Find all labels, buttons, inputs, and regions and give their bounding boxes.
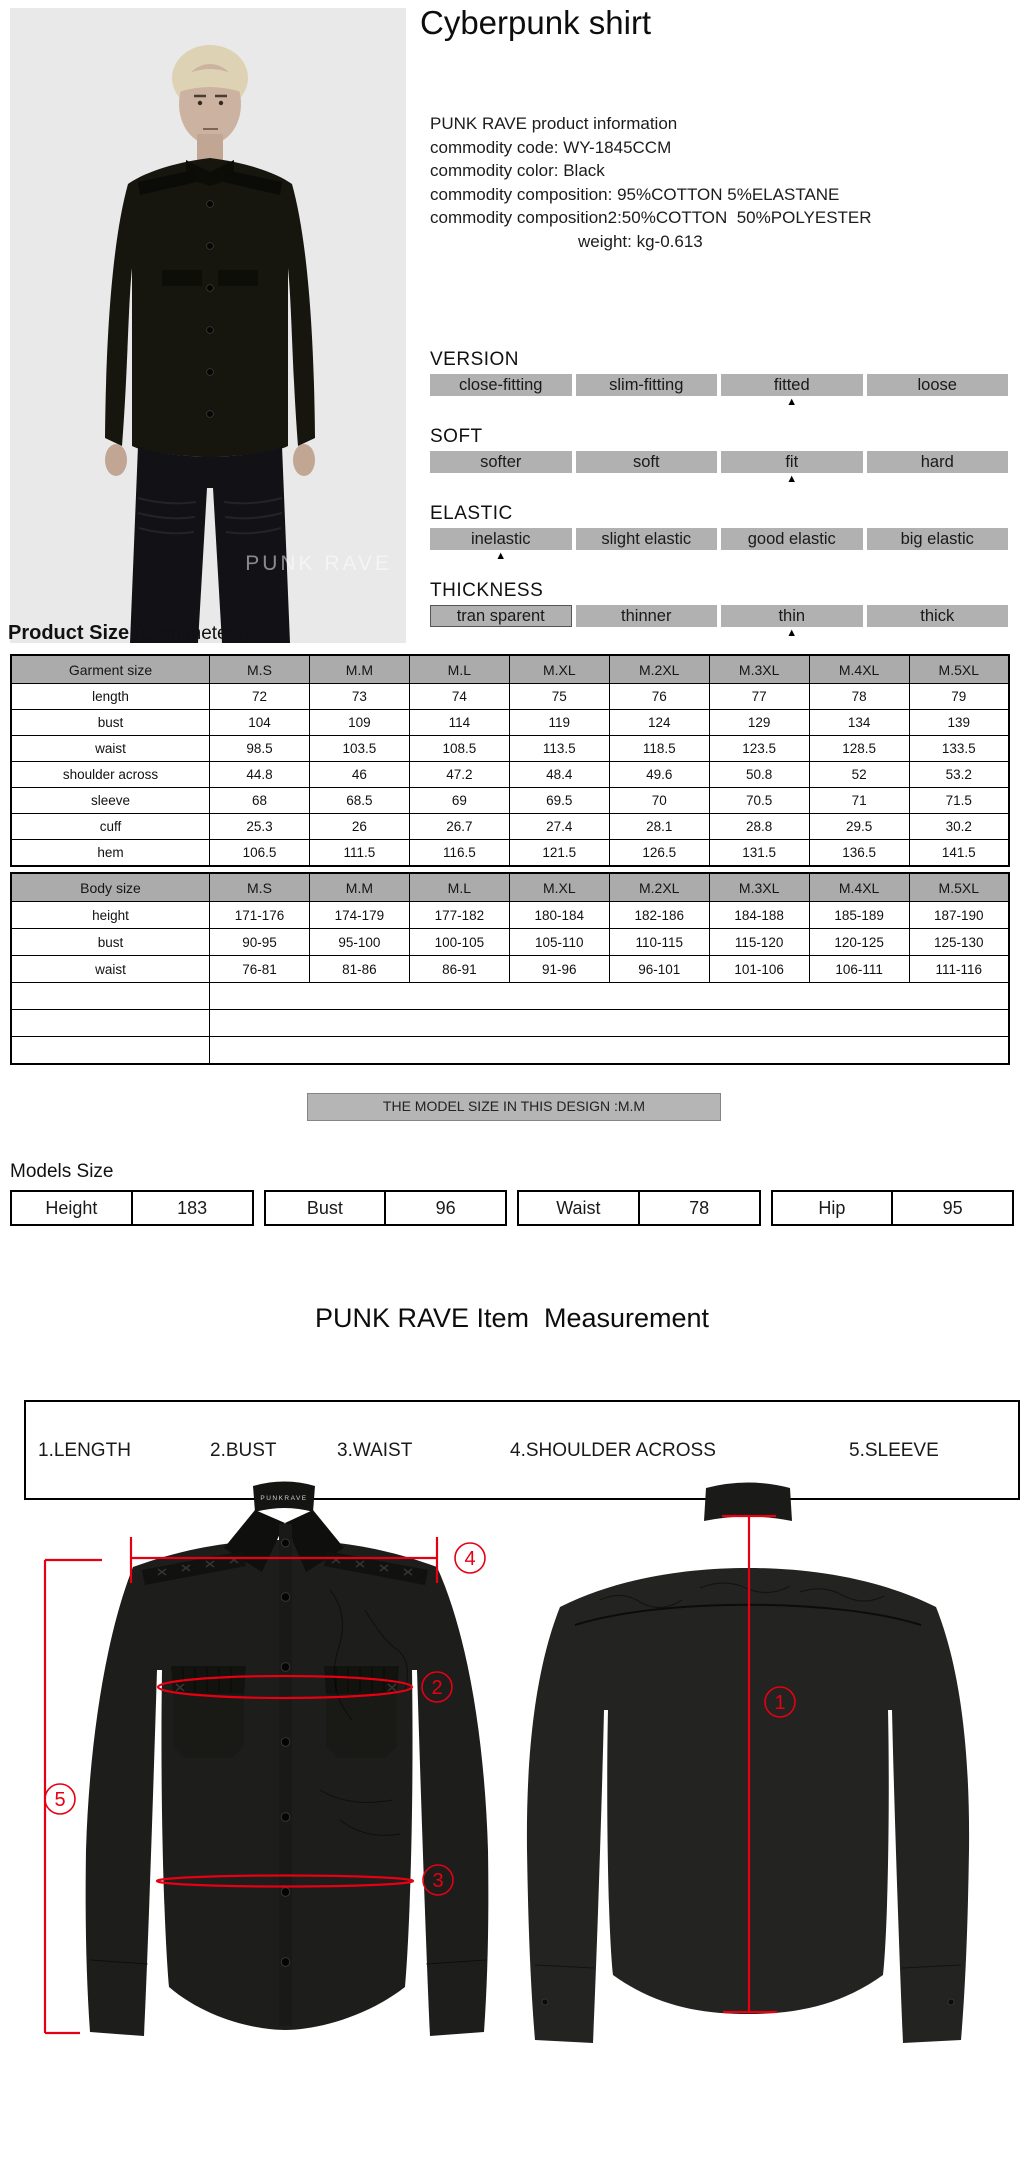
model-eye bbox=[198, 101, 202, 105]
size-column-header: M.L bbox=[409, 655, 509, 684]
selected-marker-arrow: ▲ bbox=[786, 473, 798, 485]
size-value: 105-110 bbox=[509, 929, 609, 956]
attribute-option: slight elastic bbox=[576, 528, 718, 550]
attribute-option: inelastic ▲ bbox=[430, 528, 572, 550]
size-column-header: M.2XL bbox=[609, 655, 709, 684]
shirt-front-pocket-right bbox=[326, 1694, 397, 1758]
model-size-label: Waist bbox=[556, 1198, 601, 1218]
model-size-box bbox=[10, 1190, 254, 1226]
row-label bbox=[11, 983, 210, 1010]
measurement-item: 5.SLEEVE bbox=[849, 1440, 939, 1461]
model-shirt-pocket bbox=[218, 270, 258, 286]
table-row bbox=[11, 762, 1009, 788]
row-label: bust bbox=[11, 929, 210, 956]
size-value: 28.8 bbox=[709, 814, 809, 840]
attribute-options bbox=[430, 451, 1008, 485]
measurement-figure bbox=[0, 1455, 1024, 2115]
size-column-header: Garment size bbox=[11, 655, 210, 684]
attribute-label: ELASTIC bbox=[430, 503, 513, 524]
size-value: 90-95 bbox=[210, 929, 310, 956]
size-column-header: M.4XL bbox=[809, 873, 909, 902]
back-cuff-button bbox=[948, 1999, 954, 2005]
attribute-option: soft bbox=[576, 451, 718, 473]
model-size-box bbox=[264, 1190, 508, 1226]
size-value: 128.5 bbox=[809, 736, 909, 762]
size-value: 26 bbox=[309, 814, 409, 840]
row-label: sleeve bbox=[11, 788, 210, 814]
sleeve-label-number: 5 bbox=[54, 1789, 66, 1811]
size-table-header-row bbox=[11, 655, 1009, 684]
size-value: 69.5 bbox=[509, 788, 609, 814]
size-table-header-row bbox=[11, 873, 1009, 902]
model-size-note: THE MODEL SIZE IN THIS DESIGN :M.M bbox=[307, 1093, 721, 1121]
size-value: 25.3 bbox=[210, 814, 310, 840]
size-column-header: M.4XL bbox=[809, 655, 909, 684]
models-size-title: Models Size bbox=[10, 1161, 114, 1182]
attribute-label: SOFT bbox=[430, 426, 483, 447]
model-shirt-pocket bbox=[162, 270, 202, 286]
info-line: commodity color: Black bbox=[430, 161, 605, 180]
row-label bbox=[11, 1010, 210, 1037]
size-column-header: M.S bbox=[210, 655, 310, 684]
size-value bbox=[210, 1037, 1010, 1065]
model-size-label: Bust bbox=[306, 1198, 343, 1218]
table-row bbox=[11, 788, 1009, 814]
measurement-item: 2.BUST bbox=[210, 1440, 277, 1461]
product-info-lines bbox=[430, 112, 1015, 253]
row-label: shoulder across bbox=[11, 762, 210, 788]
size-value: 100-105 bbox=[409, 929, 509, 956]
attribute-label: THICKNESS bbox=[430, 580, 544, 601]
size-value: 71 bbox=[809, 788, 909, 814]
size-value: 81-86 bbox=[309, 956, 409, 983]
attribute-option: fitted ▲ bbox=[721, 374, 863, 396]
size-value: 125-130 bbox=[909, 929, 1009, 956]
size-value: 106-111 bbox=[809, 956, 909, 983]
measurement-item: 3.WAIST bbox=[337, 1440, 413, 1461]
size-column-header: M.XL bbox=[509, 873, 609, 902]
size-value: 95-100 bbox=[309, 929, 409, 956]
size-value: 113.5 bbox=[509, 736, 609, 762]
size-value: 177-182 bbox=[409, 902, 509, 929]
size-column-header: M.XL bbox=[509, 655, 609, 684]
measurement-item: 1.LENGTH bbox=[38, 1440, 131, 1461]
attribute-option: close-fitting bbox=[430, 374, 572, 396]
attribute-options bbox=[430, 605, 1008, 639]
size-value: 180-184 bbox=[509, 902, 609, 929]
attribute-groups bbox=[430, 349, 1008, 657]
size-value: 115-120 bbox=[709, 929, 809, 956]
model-photo bbox=[10, 8, 406, 643]
row-label: hem bbox=[11, 840, 210, 867]
row-label: length bbox=[11, 684, 210, 710]
size-value: 116.5 bbox=[409, 840, 509, 867]
info-line: PUNK RAVE product information bbox=[430, 114, 678, 133]
size-value: 26.7 bbox=[409, 814, 509, 840]
size-value: 98.5 bbox=[210, 736, 310, 762]
size-value: 110-115 bbox=[609, 929, 709, 956]
size-value: 48.4 bbox=[509, 762, 609, 788]
size-value: 29.5 bbox=[809, 814, 909, 840]
size-value: 182-186 bbox=[609, 902, 709, 929]
body-size-table bbox=[10, 872, 1010, 1065]
back-cuff-button bbox=[542, 1999, 548, 2005]
product-size-title-main: Product Size bbox=[8, 622, 130, 644]
table-row bbox=[11, 902, 1009, 929]
attribute-option: big elastic bbox=[867, 528, 1009, 550]
size-value: 68 bbox=[210, 788, 310, 814]
shirt-front bbox=[86, 1482, 489, 2037]
size-value: 28.1 bbox=[609, 814, 709, 840]
model-size-label: Height bbox=[45, 1198, 98, 1218]
table-row bbox=[11, 814, 1009, 840]
size-column-header: M.L bbox=[409, 873, 509, 902]
size-value: 114 bbox=[409, 710, 509, 736]
size-column-header: M.5XL bbox=[909, 655, 1009, 684]
size-value: 118.5 bbox=[609, 736, 709, 762]
size-value: 69 bbox=[409, 788, 509, 814]
size-value: 106.5 bbox=[210, 840, 310, 867]
attribute-group bbox=[430, 503, 1008, 562]
bust-label-number: 2 bbox=[431, 1677, 443, 1699]
info-line: commodity composition: 95%COTTON 5%ELASTANE bbox=[430, 184, 840, 204]
selected-marker-arrow: ▲ bbox=[495, 550, 507, 562]
size-column-header: M.M bbox=[309, 655, 409, 684]
size-value: 76-81 bbox=[210, 956, 310, 983]
size-value: 136.5 bbox=[809, 840, 909, 867]
size-value: 111-116 bbox=[909, 956, 1009, 983]
shirt-front-collar-tag: PUNKRAVE bbox=[260, 1495, 308, 1502]
size-value: 187-190 bbox=[909, 902, 1009, 929]
size-value: 185-189 bbox=[809, 902, 909, 929]
size-value: 30.2 bbox=[909, 814, 1009, 840]
selected-marker-arrow: ▲ bbox=[786, 627, 798, 639]
row-label: height bbox=[11, 902, 210, 929]
attribute-option: hard bbox=[867, 451, 1009, 473]
size-value: 49.6 bbox=[609, 762, 709, 788]
info-line: commodity code: WY-1845CCM bbox=[430, 137, 672, 157]
models-size-row bbox=[10, 1190, 1014, 1226]
size-value: 108.5 bbox=[409, 736, 509, 762]
size-value: 74 bbox=[409, 684, 509, 710]
row-label: waist bbox=[11, 956, 210, 983]
size-value: 104 bbox=[210, 710, 310, 736]
size-value: 78 bbox=[809, 684, 909, 710]
model-photo-illustration bbox=[10, 8, 406, 643]
size-value: 44.8 bbox=[210, 762, 310, 788]
row-label bbox=[11, 1037, 210, 1065]
size-value: 119 bbox=[509, 710, 609, 736]
size-value bbox=[210, 983, 1010, 1010]
model-hand bbox=[293, 444, 315, 476]
size-value: 77 bbox=[709, 684, 809, 710]
size-value bbox=[210, 1010, 1010, 1037]
model-size-value: 78 bbox=[638, 1192, 759, 1224]
size-column-header: M.2XL bbox=[609, 873, 709, 902]
size-value: 126.5 bbox=[609, 840, 709, 867]
product-size-title-unit: (Centimeters) bbox=[134, 623, 250, 644]
size-value: 131.5 bbox=[709, 840, 809, 867]
size-value: 124 bbox=[609, 710, 709, 736]
measurement-title: PUNK RAVE Item Measurement bbox=[314, 1303, 710, 1333]
model-size-value: 95 bbox=[891, 1192, 1012, 1224]
size-column-header: Body size bbox=[11, 873, 210, 902]
size-value: 86-91 bbox=[409, 956, 509, 983]
size-column-header: M.5XL bbox=[909, 873, 1009, 902]
size-value: 103.5 bbox=[309, 736, 409, 762]
attribute-option: thinner bbox=[576, 605, 718, 627]
size-column-header: M.3XL bbox=[709, 655, 809, 684]
attribute-option: thin ▲ bbox=[721, 605, 863, 627]
row-label: waist bbox=[11, 736, 210, 762]
attribute-label: VERSION bbox=[430, 349, 520, 370]
size-column-header: M.S bbox=[210, 873, 310, 902]
size-value: 139 bbox=[909, 710, 1009, 736]
size-value: 27.4 bbox=[509, 814, 609, 840]
attribute-option: tran sparent bbox=[430, 605, 572, 627]
size-value: 109 bbox=[309, 710, 409, 736]
table-row bbox=[11, 1010, 1009, 1037]
info-line: commodity composition2:50%COTTON 50%POLYESTER bbox=[430, 208, 872, 227]
table-row bbox=[11, 710, 1009, 736]
attribute-option: fit ▲ bbox=[721, 451, 863, 473]
attribute-option: slim-fitting bbox=[576, 374, 718, 396]
size-value: 47.2 bbox=[409, 762, 509, 788]
selected-marker-arrow: ▲ bbox=[786, 396, 798, 408]
attribute-group bbox=[430, 349, 1008, 408]
length-label-number: 1 bbox=[774, 1692, 786, 1714]
size-value: 171-176 bbox=[210, 902, 310, 929]
size-value: 68.5 bbox=[309, 788, 409, 814]
size-value: 184-188 bbox=[709, 902, 809, 929]
size-value: 91-96 bbox=[509, 956, 609, 983]
model-size-value: 183 bbox=[131, 1192, 252, 1224]
attribute-options bbox=[430, 528, 1008, 562]
attribute-option: thick bbox=[867, 605, 1009, 627]
attribute-group bbox=[430, 426, 1008, 485]
product-size-title bbox=[8, 622, 250, 645]
table-row bbox=[11, 736, 1009, 762]
photo-watermark: PUNK RAVE bbox=[245, 552, 392, 575]
size-value: 96-101 bbox=[609, 956, 709, 983]
size-value: 141.5 bbox=[909, 840, 1009, 867]
size-value: 120-125 bbox=[809, 929, 909, 956]
model-size-value: 96 bbox=[384, 1192, 505, 1224]
size-column-header: M.M bbox=[309, 873, 409, 902]
row-label: bust bbox=[11, 710, 210, 736]
size-value: 79 bbox=[909, 684, 1009, 710]
size-value: 50.8 bbox=[709, 762, 809, 788]
size-value: 52 bbox=[809, 762, 909, 788]
attribute-options bbox=[430, 374, 1008, 408]
size-column-header: M.3XL bbox=[709, 873, 809, 902]
size-value: 133.5 bbox=[909, 736, 1009, 762]
size-value: 121.5 bbox=[509, 840, 609, 867]
size-value: 72 bbox=[210, 684, 310, 710]
size-value: 101-106 bbox=[709, 956, 809, 983]
size-value: 71.5 bbox=[909, 788, 1009, 814]
attribute-option: loose bbox=[867, 374, 1009, 396]
table-row bbox=[11, 1037, 1009, 1065]
attribute-option: good elastic bbox=[721, 528, 863, 550]
model-eye bbox=[219, 101, 223, 105]
attribute-option: softer bbox=[430, 451, 572, 473]
size-value: 53.2 bbox=[909, 762, 1009, 788]
model-neck bbox=[197, 134, 223, 162]
info-line: weight: kg-0.613 bbox=[578, 231, 703, 251]
size-value: 129 bbox=[709, 710, 809, 736]
size-value: 123.5 bbox=[709, 736, 809, 762]
table-row bbox=[11, 840, 1009, 867]
table-row bbox=[11, 684, 1009, 710]
size-value: 75 bbox=[509, 684, 609, 710]
size-value: 76 bbox=[609, 684, 709, 710]
table-row bbox=[11, 929, 1009, 956]
model-hand bbox=[105, 444, 127, 476]
model-size-box bbox=[517, 1190, 761, 1226]
shoulder-label-number: 4 bbox=[464, 1548, 476, 1570]
table-row bbox=[11, 983, 1009, 1010]
size-value: 174-179 bbox=[309, 902, 409, 929]
size-value: 70 bbox=[609, 788, 709, 814]
size-value: 134 bbox=[809, 710, 909, 736]
size-value: 111.5 bbox=[309, 840, 409, 867]
attribute-group bbox=[430, 580, 1008, 639]
waist-label-number: 3 bbox=[432, 1870, 444, 1892]
model-size-box bbox=[771, 1190, 1015, 1226]
model-size-label: Hip bbox=[818, 1198, 846, 1218]
size-value: 70.5 bbox=[709, 788, 809, 814]
measurement-item: 4.SHOULDER ACROSS bbox=[510, 1440, 716, 1461]
page-title: Cyberpunk shirt bbox=[420, 4, 652, 41]
garment-size-table bbox=[10, 654, 1010, 867]
size-value: 46 bbox=[309, 762, 409, 788]
table-row bbox=[11, 956, 1009, 983]
row-label: cuff bbox=[11, 814, 210, 840]
size-value: 73 bbox=[309, 684, 409, 710]
shirt-front-pocket-left bbox=[173, 1694, 244, 1758]
